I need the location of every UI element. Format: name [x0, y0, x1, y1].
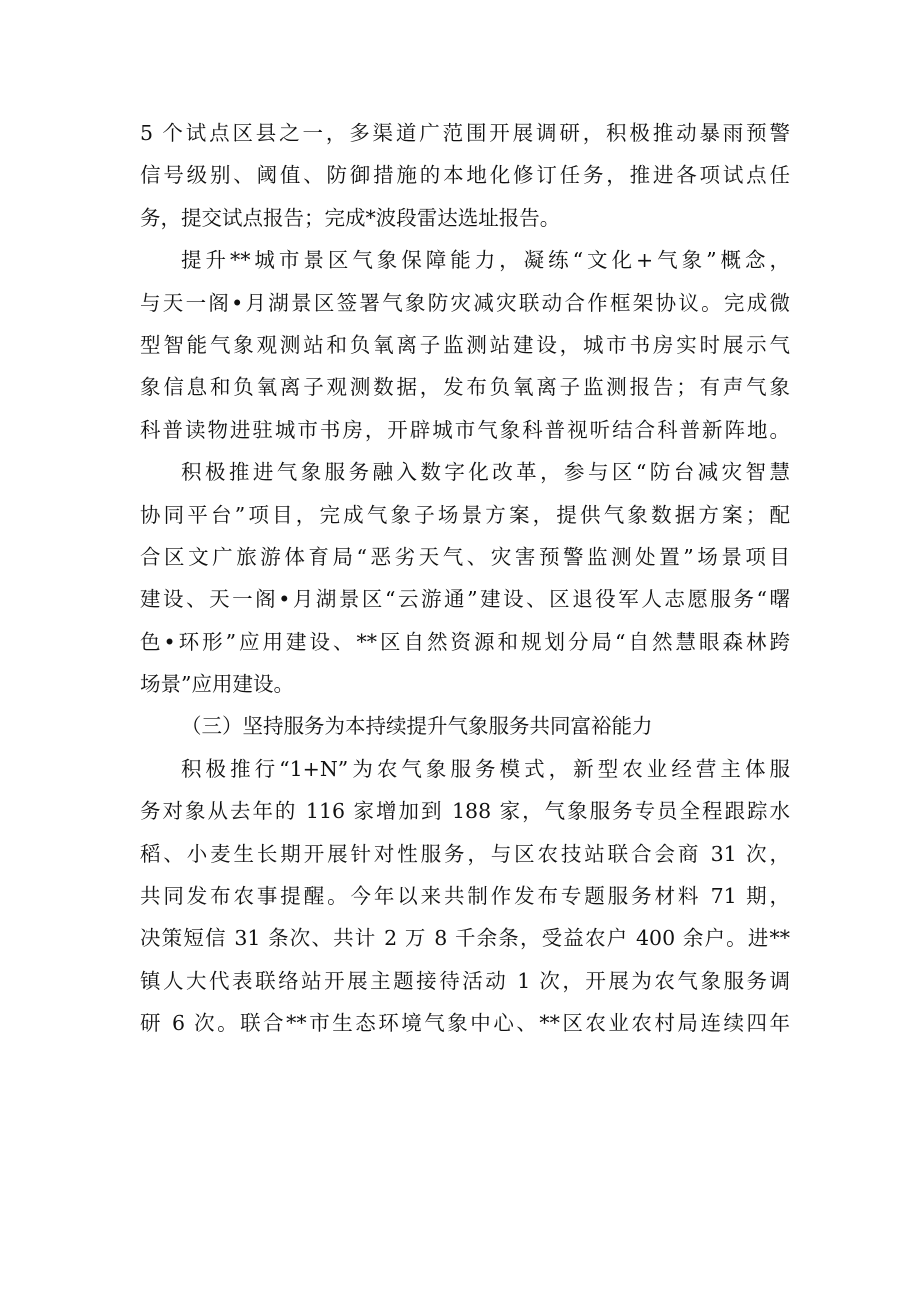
- text-line: 决策短信 31 条次、共计 2 万 8 千余条，受益农户 400 余户。进**: [140, 926, 790, 951]
- text-line: 务对象从去年的 116 家增加到 188 家，气象服务专员全程跟踪水: [140, 799, 790, 824]
- section-heading: （三）坚持服务为本持续提升气象服务共同富裕能力: [181, 714, 653, 739]
- paragraph-first-line: 积极推行“1+N”为农气象服务模式，新型农业经营主体服: [181, 756, 790, 781]
- paragraph-first-line: 积极推进气象服务融入数字化改革，参与区“防台减灾智慧: [181, 460, 790, 485]
- text-line: 科普读物进驻城市书房，开辟城市气象科普视听结合科普新阵地。: [140, 417, 790, 442]
- text-line: 场景”应用建设。: [140, 672, 294, 697]
- text-line: 研 6 次。联合**市生态环境气象中心、**区农业农村局连续四年: [140, 1011, 790, 1036]
- text-line: 镇人大代表联络站开展主题接待活动 1 次，开展为农气象服务调: [140, 968, 790, 993]
- text-line: 色•环形”应用建设、**区自然资源和规划分局“自然慧眼森林跨: [140, 629, 790, 654]
- text-line: 信号级别、阈值、防御措施的本地化修订任务，推进各项试点任: [140, 163, 790, 188]
- text-line: 型智能气象观测站和负氧离子监测站建设，城市书房实时展示气: [140, 332, 790, 357]
- text-line: 务，提交试点报告；完成*波段雷达选址报告。: [140, 205, 561, 230]
- text-line: 象信息和负氧离子观测数据，发布负氧离子监测报告；有声气象: [140, 375, 790, 400]
- text-line: 5 个试点区县之一，多渠道广范围开展调研，积极推动暴雨预警: [140, 121, 790, 145]
- text-line: 稻、小麦生长期开展针对性服务，与区农技站联合会商 31 次，: [140, 841, 790, 866]
- text-line: 建设、天一阁•月湖景区“云游通”建设、区退役军人志愿服务“曙: [140, 587, 790, 612]
- document-page: [140, 112, 790, 1045]
- paragraph-first-line: 提升**城市景区气象保障能力，凝练“文化+气象”概念，: [181, 248, 790, 273]
- text-line: 与天一阁•月湖景区签署气象防灾减灾联动合作框架协议。完成微: [140, 290, 790, 315]
- text-line: 协同平台”项目，完成气象子场景方案，提供气象数据方案；配: [140, 502, 790, 527]
- text-line: 共同发布农事提醒。今年以来共制作发布专题服务材料 71 期，: [140, 884, 790, 909]
- text-line: 合区文广旅游体育局“恶劣天气、灾害预警监测处置”场景项目: [140, 544, 790, 569]
